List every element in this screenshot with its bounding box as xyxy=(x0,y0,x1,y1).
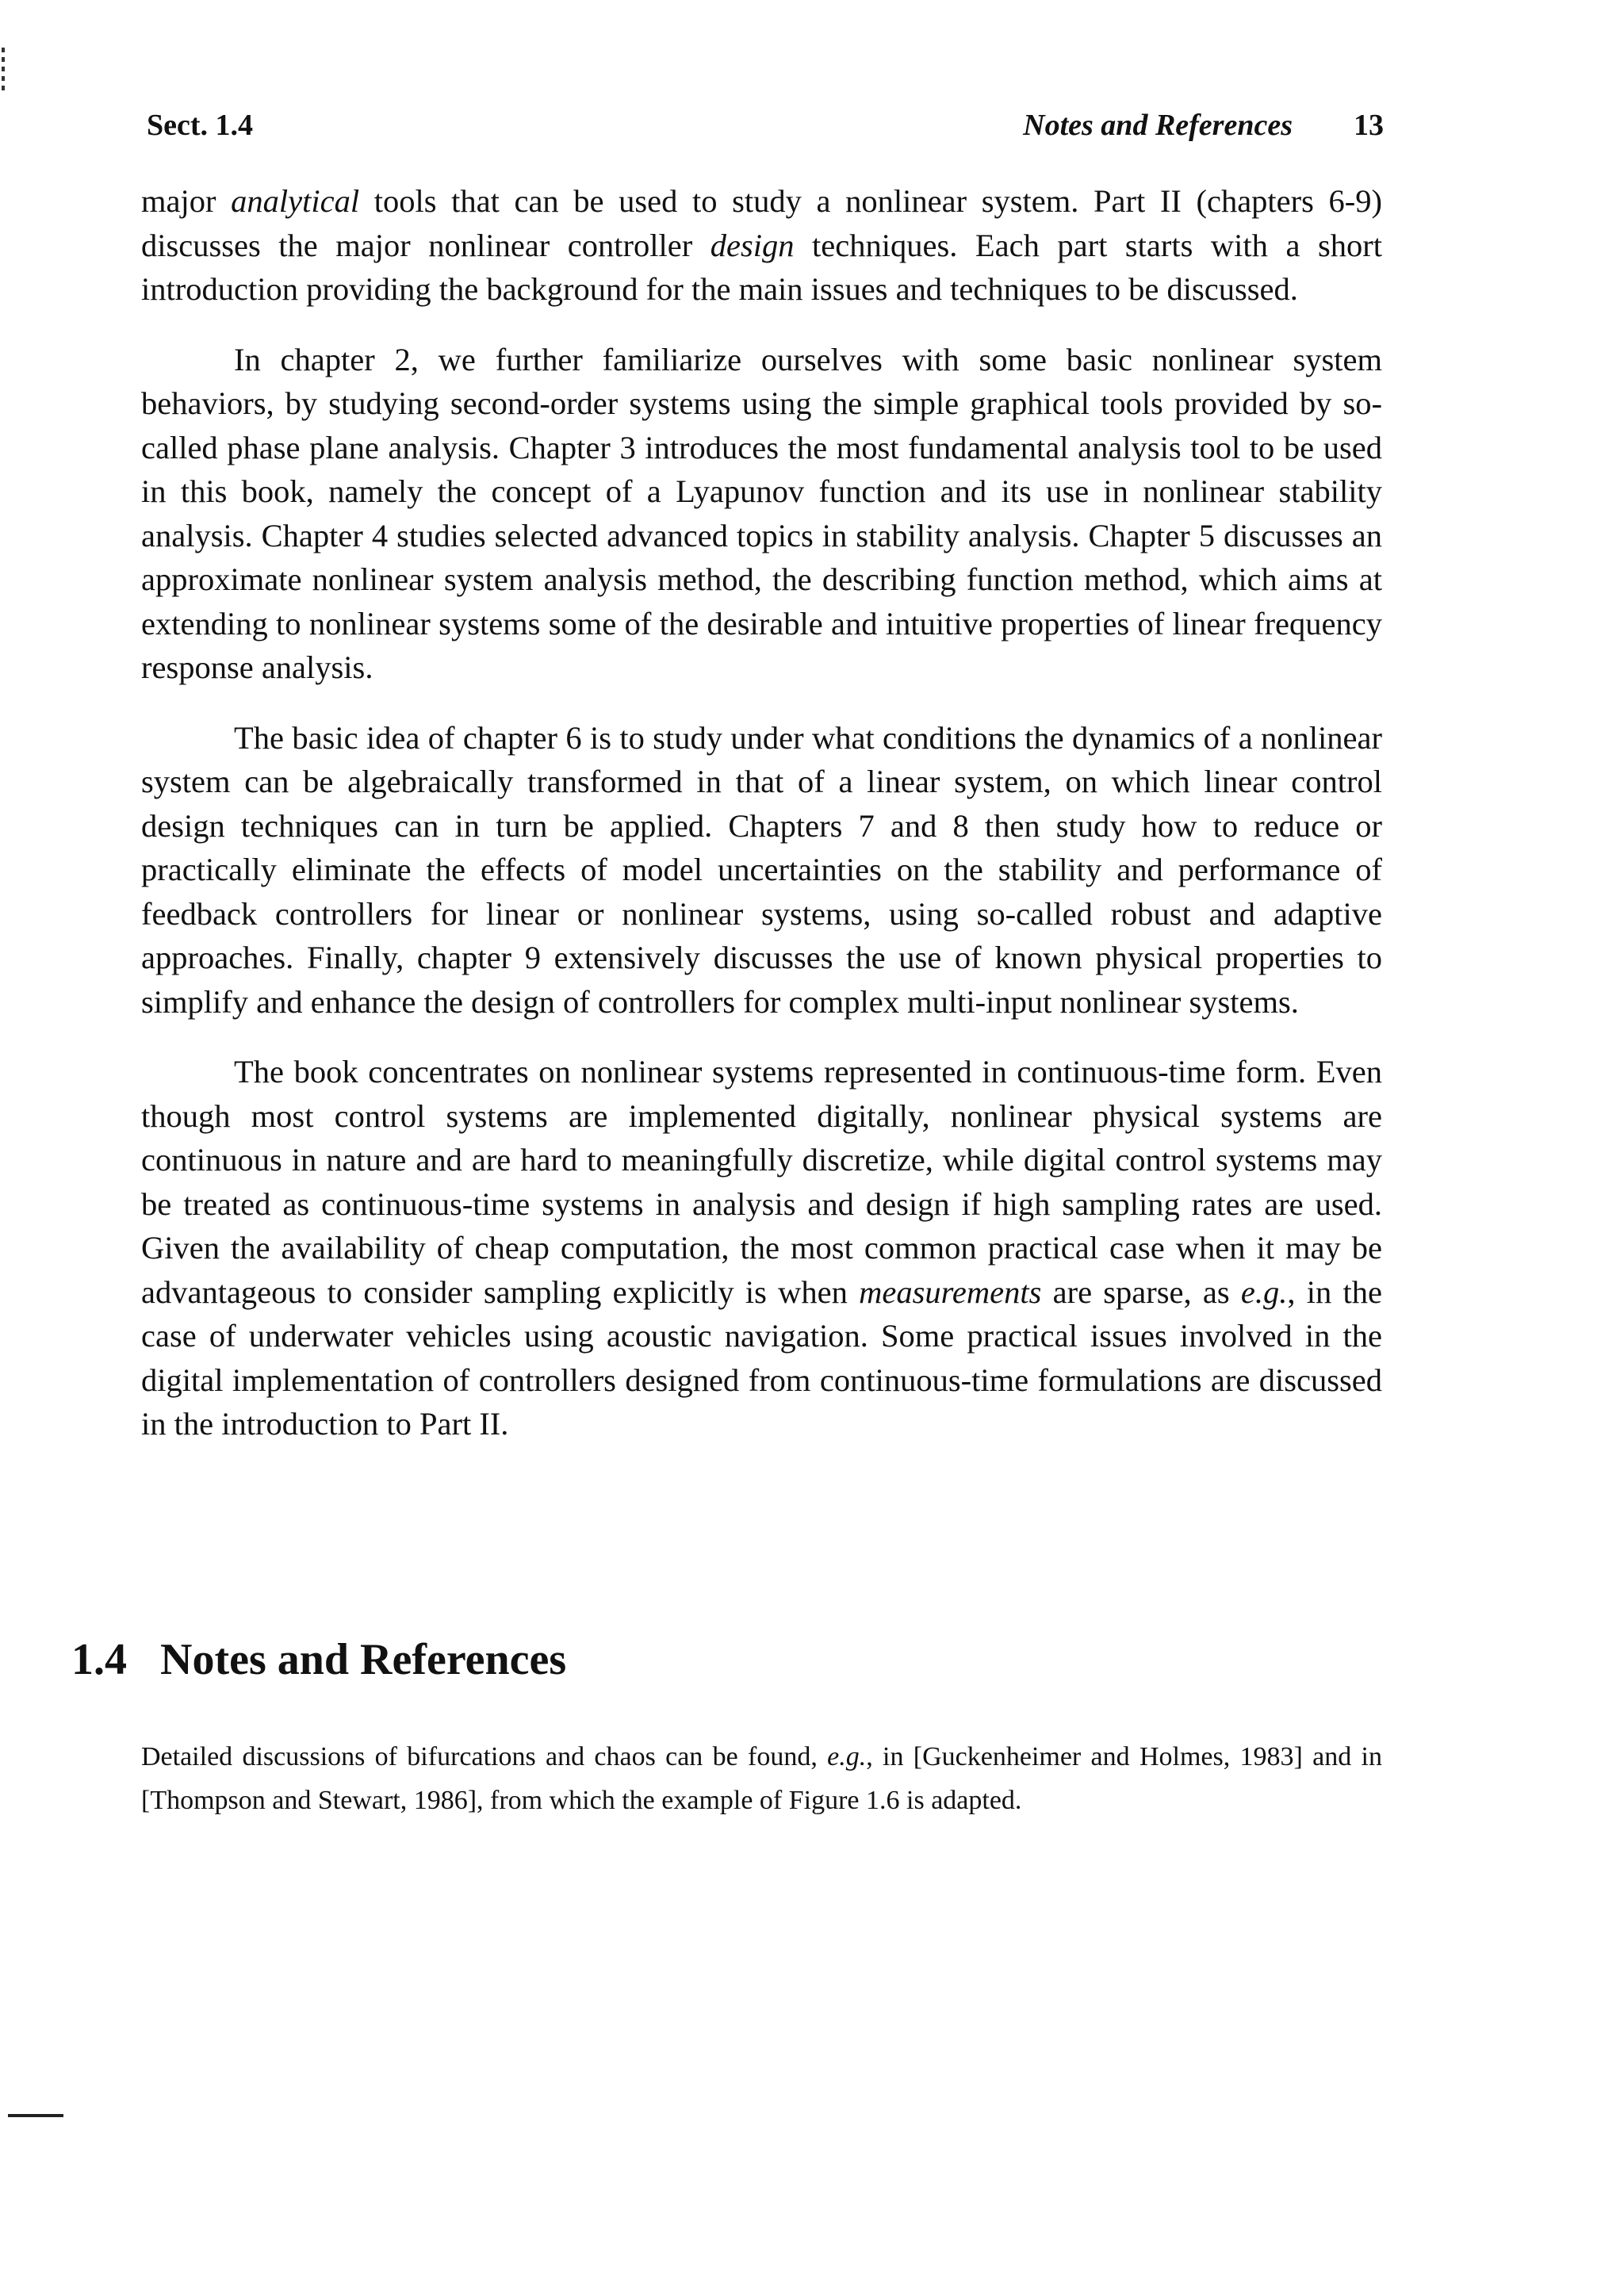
text-run: In chapter 2, we further familiarize ourselves with some basic nonlinear system behaviors, by studying second-order systems using the simple graphical tools provided by so-called phase plane analysis. Chapter 3 introduces the most fundamental analysis tool to be used in this book, namely the concept of a Lyapunov function and its use in nonlinear stability analysis. Chapter 4 studies selected advanced topics in stability analysis. Chapter 5 discusses an approximate nonlinear system analysis method, the describing function method, which aims at extending to nonlinear systems some of the desirable and intuitive properties of linear frequency response analysis. xyxy=(141,341,1382,685)
page-number: 13 xyxy=(1354,109,1384,142)
text-run-italic: e.g. xyxy=(1240,1273,1288,1310)
text-run: tools that can be used to study a nonlinear system. Part II (chapters 6-9) discusses the major nonlinear controller xyxy=(141,183,1383,263)
text-run-italic: analytical xyxy=(231,183,360,219)
text-run: , in the case of underwater vehicles using acoustic navigation. Some practical issues involved in the digital implementation of controllers designed from continuous-time formulations are discussed in the introduction to Part II. xyxy=(141,1273,1382,1442)
text-run-italic: design xyxy=(710,227,795,263)
paragraph-chapters-6-9 xyxy=(141,716,1382,1024)
section-number: 1.4 xyxy=(71,1635,127,1684)
running-head-section: Sect. 1.4 xyxy=(147,109,254,142)
paragraph-continuous-time xyxy=(141,1050,1382,1446)
text-run-italic: measurements xyxy=(859,1273,1042,1310)
text-run: The book concentrates on nonlinear systems represented in continuous-time form. Even though most control systems are implemented digitally, nonlinear physical systems are continuous in nature and are hard to meaningfully discretize, while digital control systems may be treated as continuous-time systems in analysis and design if high sampling rates are used. Given the availability of cheap computation, the most common practical case when it may be advantageous to consider sampling explicitly is when xyxy=(141,1054,1382,1310)
scan-edge-mark xyxy=(8,2114,63,2117)
body-text xyxy=(141,179,1382,1446)
section-heading xyxy=(71,1632,566,1687)
paragraph-part-overview xyxy=(141,179,1382,312)
running-head xyxy=(147,103,1384,147)
text-run: are sparse, as xyxy=(1041,1273,1241,1310)
text-run: major xyxy=(141,183,232,219)
notes-paragraph xyxy=(141,1735,1382,1822)
text-run-italic: e.g. xyxy=(827,1742,867,1771)
paragraph-chapters-2-5 xyxy=(141,338,1382,690)
running-head-title: Notes and References xyxy=(1023,109,1293,142)
scan-edge-mark xyxy=(2,48,5,95)
text-run: Detailed discussions of bifurcations and chaos can be found, xyxy=(141,1742,828,1771)
text-run: The basic idea of chapter 6 is to study under what conditions the dynamics of a nonlinear system can be algebraically transformed in that of a linear system, on which linear control design techniques can in turn be applied. Chapters 7 and 8 then study how to reduce or practically eliminate the effects of model uncertainties on the stability and performance of feedback controllers for linear or nonlinear systems, using so-called robust and adaptive approaches. Finally, chapter 9 extensively discusses the use of known physical properties to simplify and enhance the design of controllers for complex multi-input nonlinear systems. xyxy=(141,719,1382,1020)
text-run: , in [Guckenheimer and Holmes, 1983] and in [Thompson and Stewart, 1986], from which the example of Figure 1.6 is adapted. xyxy=(141,1742,1382,1815)
text-run: techniques. Each part starts with a short introduction providing the background for the main issues and techniques to be discussed. xyxy=(141,227,1382,307)
section-title: Notes and References xyxy=(160,1635,567,1684)
